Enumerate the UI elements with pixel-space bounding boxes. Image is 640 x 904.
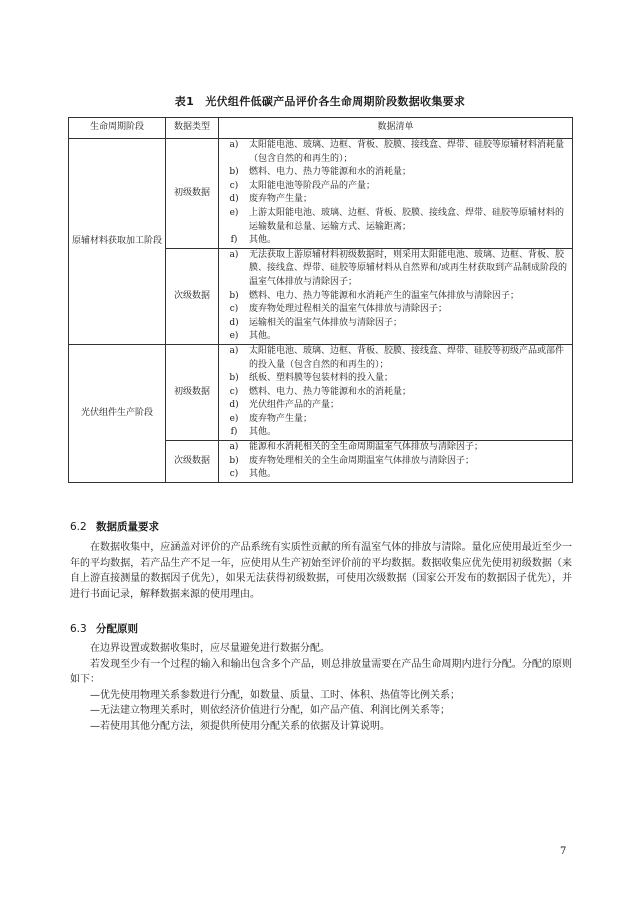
list-item [219,166,572,180]
item-letter: c) [229,304,239,315]
list-item [219,441,572,455]
list-item [219,139,572,166]
item-letter: a) [229,442,239,453]
list-item [219,330,572,344]
table-body [69,139,573,483]
header-data-type: 数据类型 [166,118,219,139]
page-number: 7 [560,846,567,857]
table-caption: 表1 光伏组件低碳产品评价各生命周期阶段数据收集要求 [174,95,466,108]
item-letter: b) [229,373,239,384]
section-6-2-paragraph: 在数据收集中，应涵盖对评价的产品系统有实质性贡献的所有温室气体的排放与清除。量化应使用最近至少一年的平均数据，若产品生产不足一年，应使用从生产初始至评价前的平均数据。数据收集应优先使用初级数据（来自上游直接测量的数据因子优先），如果无法获得初级数据，可使用次级数据（国家公开发布的数据因子优先），并进行书面记录，解释数据来源的使用理由。 [70,542,572,600]
list-item [219,413,572,427]
allocation-rule: —优先使用物理关系参数进行分配，如数量、质量、工时、体积、热值等比例关系； [90,689,460,701]
section-title: 数据质量要求 [96,521,159,533]
stage-cell: 原辅材料获取加工阶段 [69,139,166,345]
list-item [219,455,572,469]
section-6-3-body [70,641,572,735]
list-item [219,386,572,400]
item-letter: c) [229,469,239,480]
section-number: 6.3 [70,623,87,635]
paragraph: 在边界设置或数据收集时，应尽量避免进行数据分配。 [90,643,330,654]
item-letter: a) [229,140,239,150]
data-type-cell: 初级数据 [166,139,219,249]
item-letter: a) [229,345,239,356]
item-letter: c) [229,386,239,397]
data-list-cell [219,248,573,344]
data-type-cell: 初级数据 [166,344,219,440]
item-letter: e) [229,331,239,342]
data-type-cell: 次级数据 [166,441,219,483]
allocation-rule: —无法建立物理关系时，则依经济价值进行分配，如产品产值、利润比例关系等； [90,705,450,717]
item-text: 废弃物处理过程相关的温室气体排放与清除因子； [249,304,448,315]
item-text: 太阳能电池、玻璃、边框、背板、胶膜、接线盒、焊带、硅胶等初级产品或部件的投入量（包含自然的和再生的）； [249,345,565,370]
data-list-cell [219,344,573,440]
paragraph: 若发现至少有一个过程的输入和输出包含多个产品，则总排放量需要在产品生命周期内进行分配。分配的原则如下： [70,658,572,686]
item-letter: b) [229,455,239,466]
item-text: 其他。 [249,331,277,342]
table-row [69,139,573,249]
data-list-cell [219,441,573,483]
item-text: 其他。 [249,469,277,480]
list-item [219,468,572,482]
item-letter: e) [229,207,239,218]
item-text: 燃料、电力、热力等能源和水的消耗量； [249,386,412,397]
data-type-cell: 次级数据 [166,248,219,344]
item-text: 太阳能电池等阶段产品的产量； [249,180,376,191]
list-item [219,180,572,194]
item-text: 能源和水消耗相关的全生命周期温室气体排放与清除因子； [249,442,484,453]
section-6-2-heading [70,519,159,534]
item-letter: f) [230,235,238,246]
table-header-row [69,118,573,139]
item-text: 其他。 [249,235,277,246]
item-letter: c) [229,180,239,191]
item-letter: a) [229,249,239,260]
stage-cell: 光伏组件生产阶段 [69,344,166,482]
list-item [219,207,572,234]
item-text: 废弃物处理相关的全生命周期温室气体排放与清除因子； [249,455,475,466]
item-text: 运输相关的温室气体排放与清除因子； [249,317,403,328]
header-data-list: 数据清单 [219,118,573,139]
data-list-cell [219,139,573,249]
list-item [219,317,572,331]
list-item [219,372,572,386]
item-text: 其他。 [249,427,277,438]
data-collection-table [68,117,573,483]
allocation-rule: —若使用其他分配方法，须提供所使用分配关系的依据及计算说明。 [90,720,390,732]
section-6-3-heading [70,621,138,636]
item-text: 无法获取上游原辅材料初级数据时，则采用太阳能电池、玻璃、边框、背板、胶膜、接线盒、焊带、硅胶等原辅材料从自然界和/或再生材获取到产品制成阶段的温室气体排放与清除因子； [249,249,568,287]
item-text: 光伏组件产品的产量； [249,400,340,411]
item-letter: f) [230,427,238,438]
header-stage: 生命周期阶段 [69,118,166,139]
list-item [219,426,572,440]
item-letter: d) [229,194,239,205]
list-item [219,345,572,372]
section-title: 分配原则 [96,623,138,635]
item-text: 燃料、电力、热力等能源和水消耗产生的温室气体排放与清除因子； [249,290,520,301]
item-text: 太阳能电池、玻璃、边框、背板、胶膜、接线盒、焊带、硅胶等原辅材料消耗量（包含自然的和再生的）； [249,140,565,164]
item-letter: b) [229,290,239,301]
list-item [219,303,572,317]
item-text: 上游太阳能电池、玻璃、边框、背板、胶膜、接线盒、焊带、硅胶等原辅材料的运输数量和总量、运输方式、运输距离； [249,207,565,232]
table-row [69,344,573,440]
list-item [219,234,572,248]
item-letter: b) [229,167,239,178]
item-letter: e) [229,413,239,424]
section-number: 6.2 [70,521,87,533]
list-item [219,249,572,290]
item-text: 废弃物产生量； [249,194,313,205]
item-text: 废弃物产生量； [249,413,313,424]
list-item [219,290,572,304]
item-letter: d) [229,317,239,328]
list-item [219,399,572,413]
item-text: 纸板、塑料膜等包装材料的投入量； [249,373,394,384]
item-letter: d) [229,400,239,411]
list-item [219,193,572,207]
item-text: 燃料、电力、热力等能源和水的消耗量； [249,167,412,178]
